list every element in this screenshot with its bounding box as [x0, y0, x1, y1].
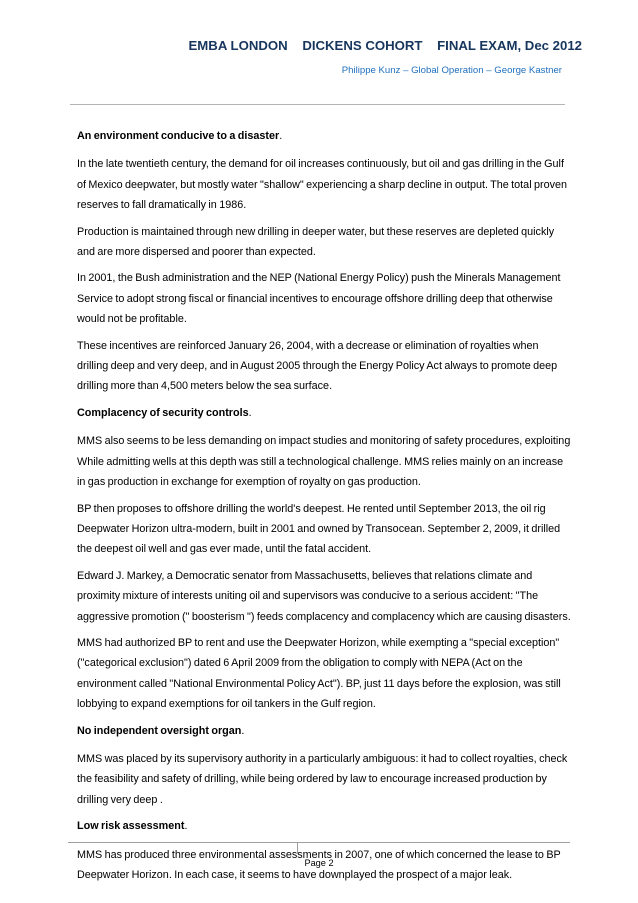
header-subtitle: Philippe Kunz – Global Operation – George Kastner — [341, 65, 562, 76]
section-heading-text: Low risk assessment — [77, 820, 185, 833]
body-paragraph: These incentives are reinforced January 26, 2004, with a decrease or elimination of royalties when drilling deep and very deep, and in August 2005 through the Energy Policy Act always to promote deep drilling more than 4,500 meters below the sea surface. — [77, 339, 558, 393]
body-paragraph: MMS has produced three environmental assessments in 2007, one of which concerned the lease to BP Deepwater Horizon. In each case, it seems to have downplayed the prospect of a major leak. — [77, 848, 561, 881]
section-heading-period: . — [279, 130, 283, 142]
body-paragraph: In 2001, the Bush administration and the NEP (National Energy Policy) push the Minerals Management Service to adopt strong fiscal or financial incentives to encourage offshore drilling deep that otherwise would not be profitable. — [77, 272, 561, 326]
section-heading-text: An environment conducive to a disaster — [77, 130, 280, 142]
body-paragraph: MMS was placed by its supervisory authority in a particularly ambiguous: it had to collect royalties, check the feasibility and safety of drilling, while being ordered by law to encourage increased production by drilling very deep . — [77, 752, 568, 806]
section-heading-period: . — [248, 406, 252, 419]
header-title: EMBA LONDON DICKENS COHORT FINAL EXAM, Dec 2012 — [188, 38, 582, 53]
section-heading-text: No independent oversight organ — [77, 724, 242, 737]
section-heading-period: . — [241, 724, 245, 737]
section-heading — [77, 816, 571, 836]
body-paragraph: Edward J. Markey, a Democratic senator from Massachusetts, believes that relations climate and proximity mixture of interests uniting oil and supervisors was conducive to a serious accident: "The aggressive promotion (" boosterism ") feeds complacency and complacency which are causing disasters. — [77, 569, 571, 623]
section-heading — [77, 126, 571, 146]
body-paragraph: In the late twentieth century, the demand for oil increases continuously, but oil and gas drilling in the Gulf of Mexico deepwater, but mostly water "shallow" experiencing a sharp decline in output. The total proven reserves to fall dramatically in 1986. — [77, 158, 568, 212]
body-paragraph: BP then proposes to offshore drilling the world's deepest. He rented until September 2013, the oil rig Deepwater Horizon ultra-modern, built in 2001 and owned by Transocean. September 2, 2009, it drilled the deepest oil well and gas ever made, until the fatal accident. — [77, 502, 561, 556]
header-divider — [70, 104, 565, 105]
footer-divider-tick — [297, 842, 298, 854]
section-heading-text: Complacency of security controls — [77, 406, 249, 419]
document-body — [77, 126, 571, 891]
body-paragraph: MMS also seems to be less demanding on impact studies and monitoring of safety procedures, exploiting While admitting wells at this depth was still a technological challenge. MMS relies mainly on an increase in gas production in exchange for exemption of royalty on gas production. — [77, 435, 571, 489]
section-heading — [77, 721, 571, 741]
body-paragraph: MMS had authorized BP to rent and use the Deepwater Horizon, while exempting a "special exception" ("categorical exclusion") dated 6 April 2009 from the obligation to comply with NEPA (Act on the environment called "National Environmental Policy Act"). BP, just 11 days before the explosion, was still lobbying to expand exemptions for oil tankers in the Gulf region. — [77, 636, 561, 711]
footer-divider — [68, 842, 570, 843]
section-heading-period: . — [184, 820, 188, 833]
section-heading — [77, 403, 571, 423]
body-paragraph: Production is maintained through new drilling in deeper water, but these reserves are depleted quickly and are more dispersed and poorer than expected. — [77, 225, 555, 259]
page-number: Page 2 — [304, 858, 334, 868]
